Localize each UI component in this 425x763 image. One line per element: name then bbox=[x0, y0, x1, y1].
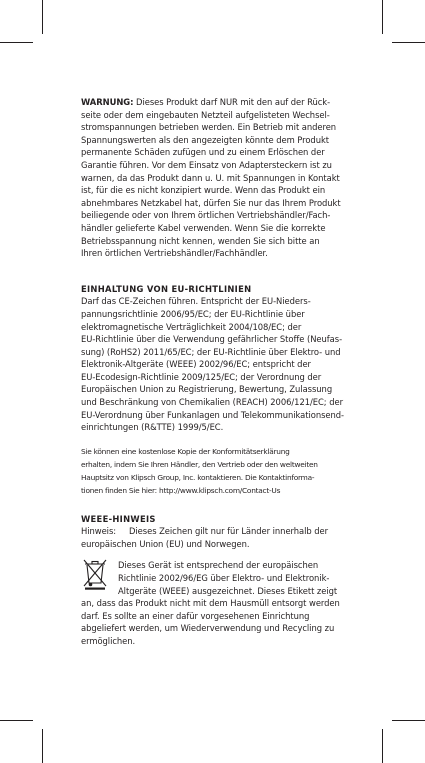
crop-mark-bottom-right-horizontal bbox=[392, 720, 425, 721]
weee-heading: WEEE-HINWEIS bbox=[81, 513, 156, 524]
warning-line: Betriebsspannung nicht kennen, wenden Sie sich bitte an bbox=[81, 235, 320, 246]
eu-line: EU-Ecodesign-Richtlinie 2009/125/EC; der Verordnung der bbox=[81, 371, 322, 382]
warning-line: beiliegende oder von Ihrem örtlichen Vertriebshändler/Fach- bbox=[81, 210, 331, 221]
warning-line: warnen, da das Produkt dann u. U. mit Spannungen in Kontakt bbox=[81, 172, 340, 183]
warning-label: WARNUNG: bbox=[81, 97, 134, 107]
eu-line: Europäischen Union zu Registrierung, Bewertung, Zulassung bbox=[81, 384, 333, 395]
warning-line: abnehmbares Netzkabel hat, dürfen Sie nur das Ihrem Produkt bbox=[81, 197, 341, 208]
document-content bbox=[81, 96, 351, 648]
warning-line: Spannungswerten als den angezeigten könnte dem Produkt bbox=[81, 134, 329, 145]
eu-line: EU-Verordnung über Funkanlagen und Telekommunikationsend- bbox=[81, 409, 345, 420]
conformity-line: Hauptsitz von Klipsch Group, Inc. kontaktieren. Die Kontaktinforma- bbox=[81, 473, 315, 483]
warning-line: händler gelieferte Kabel verwenden. Wenn Sie die korrekte bbox=[81, 222, 326, 233]
weee-hint-label: Hinweis: bbox=[81, 526, 117, 537]
warning-line: Garantie führen. Vor dem Einsatz von Adaptersteckern ist zu bbox=[81, 159, 332, 170]
conformity-line: Sie können eine kostenlose Kopie der Konformitätserklärung bbox=[81, 446, 290, 456]
weee-hint bbox=[81, 525, 351, 550]
eu-line: EU-Richtlinie über die Verwendung gefährlicher Stoffe (Neufas- bbox=[81, 334, 343, 345]
weee-line: ermöglichen. bbox=[81, 636, 136, 646]
weee-line: darf. Es sollte an einer dafür vorgesehenen Einrichtung bbox=[81, 610, 310, 621]
conformity-line: tionen finden Sie hier: http://www.klipsch.com/Contact-Us bbox=[81, 486, 281, 496]
weee-line: Altgeräte (WEEE) ausgezeichnet. Dieses Etikett zeigt bbox=[118, 585, 338, 596]
crop-mark-bottom-right-vertical bbox=[382, 729, 383, 763]
crop-mark-bottom-left-vertical bbox=[42, 729, 43, 763]
eu-compliance-paragraph bbox=[81, 295, 351, 434]
warning-paragraph bbox=[81, 96, 351, 260]
crop-mark-bottom-left-horizontal bbox=[0, 720, 33, 721]
eu-line: Darf das CE-Zeichen führen. Entspricht der EU-Nieders- bbox=[81, 296, 311, 307]
crop-mark-top-left-vertical bbox=[42, 0, 43, 34]
eu-line: einrichtungen (R&TTE) 1999/5/EC. bbox=[81, 422, 224, 433]
eu-line: pannungsrichtlinie 2006/95/EC; der EU-Richtlinie über bbox=[81, 308, 305, 319]
warning-line: seite oder dem eingebauten Netzteil aufgelisteten Wechsel- bbox=[81, 109, 330, 120]
weee-line: Dieses Gerät ist entsprechend der europäischen bbox=[118, 560, 319, 571]
crop-mark-top-right-horizontal bbox=[392, 42, 425, 43]
eu-line: Elektronik-Altgeräte (WEEE) 2002/96/EC; entspricht der bbox=[81, 359, 311, 370]
warning-line: WARNUNG: Dieses Produkt darf NUR mit den auf der Rück- bbox=[81, 97, 331, 107]
weee-hint-line: europäischen Union (EU) und Norwegen. bbox=[81, 538, 250, 549]
crop-mark-top-right-vertical bbox=[382, 0, 383, 34]
warning-line: Ihren örtlichen Vertriebshändler/Fachhändler. bbox=[81, 248, 268, 259]
eu-compliance-heading: EINHALTUNG VON EU-RICHTLINIEN bbox=[81, 283, 252, 294]
warning-line: ist, für die es nicht konzipiert wurde. Wenn das Produkt ein bbox=[81, 185, 326, 196]
conformity-paragraph bbox=[81, 445, 351, 498]
eu-line: und Beschränkung von Chemikalien (REACH) 2006/121/EC; der bbox=[81, 397, 343, 408]
warning-line: stromspannungen betrieben werden. Ein Betrieb mit anderen bbox=[81, 122, 337, 133]
eu-line: sung) (RoHS2) 2011/65/EC; der EU-Richtlinie über Elektro- und bbox=[81, 346, 341, 357]
weee-line: abgeliefert werden, um Wiederverwendung und Recycling zu bbox=[81, 623, 335, 634]
weee-notice bbox=[81, 559, 351, 647]
crossed-out-wheelie-bin-icon bbox=[82, 559, 108, 590]
crop-mark-top-left-horizontal bbox=[0, 42, 33, 43]
weee-line: Richtlinie 2002/96/EG über Elektro- und Elektronik- bbox=[118, 573, 330, 584]
weee-notice-text bbox=[81, 559, 351, 647]
warning-line: permanente Schäden zufügen und zu einem Erlöschen der bbox=[81, 147, 325, 158]
weee-line: an, dass das Produkt nicht mit dem Hausmüll entsorgt werden bbox=[81, 598, 340, 609]
conformity-line: erhalten, indem Sie Ihren Händler, den Vertrieb oder den weltweiten bbox=[81, 460, 318, 470]
weee-hint-line: Hinweis: Dieses Zeichen gilt nur für Länder innerhalb der bbox=[81, 526, 329, 537]
eu-line: elektromagnetische Verträglichkeit 2004/108/EC; der bbox=[81, 321, 302, 332]
